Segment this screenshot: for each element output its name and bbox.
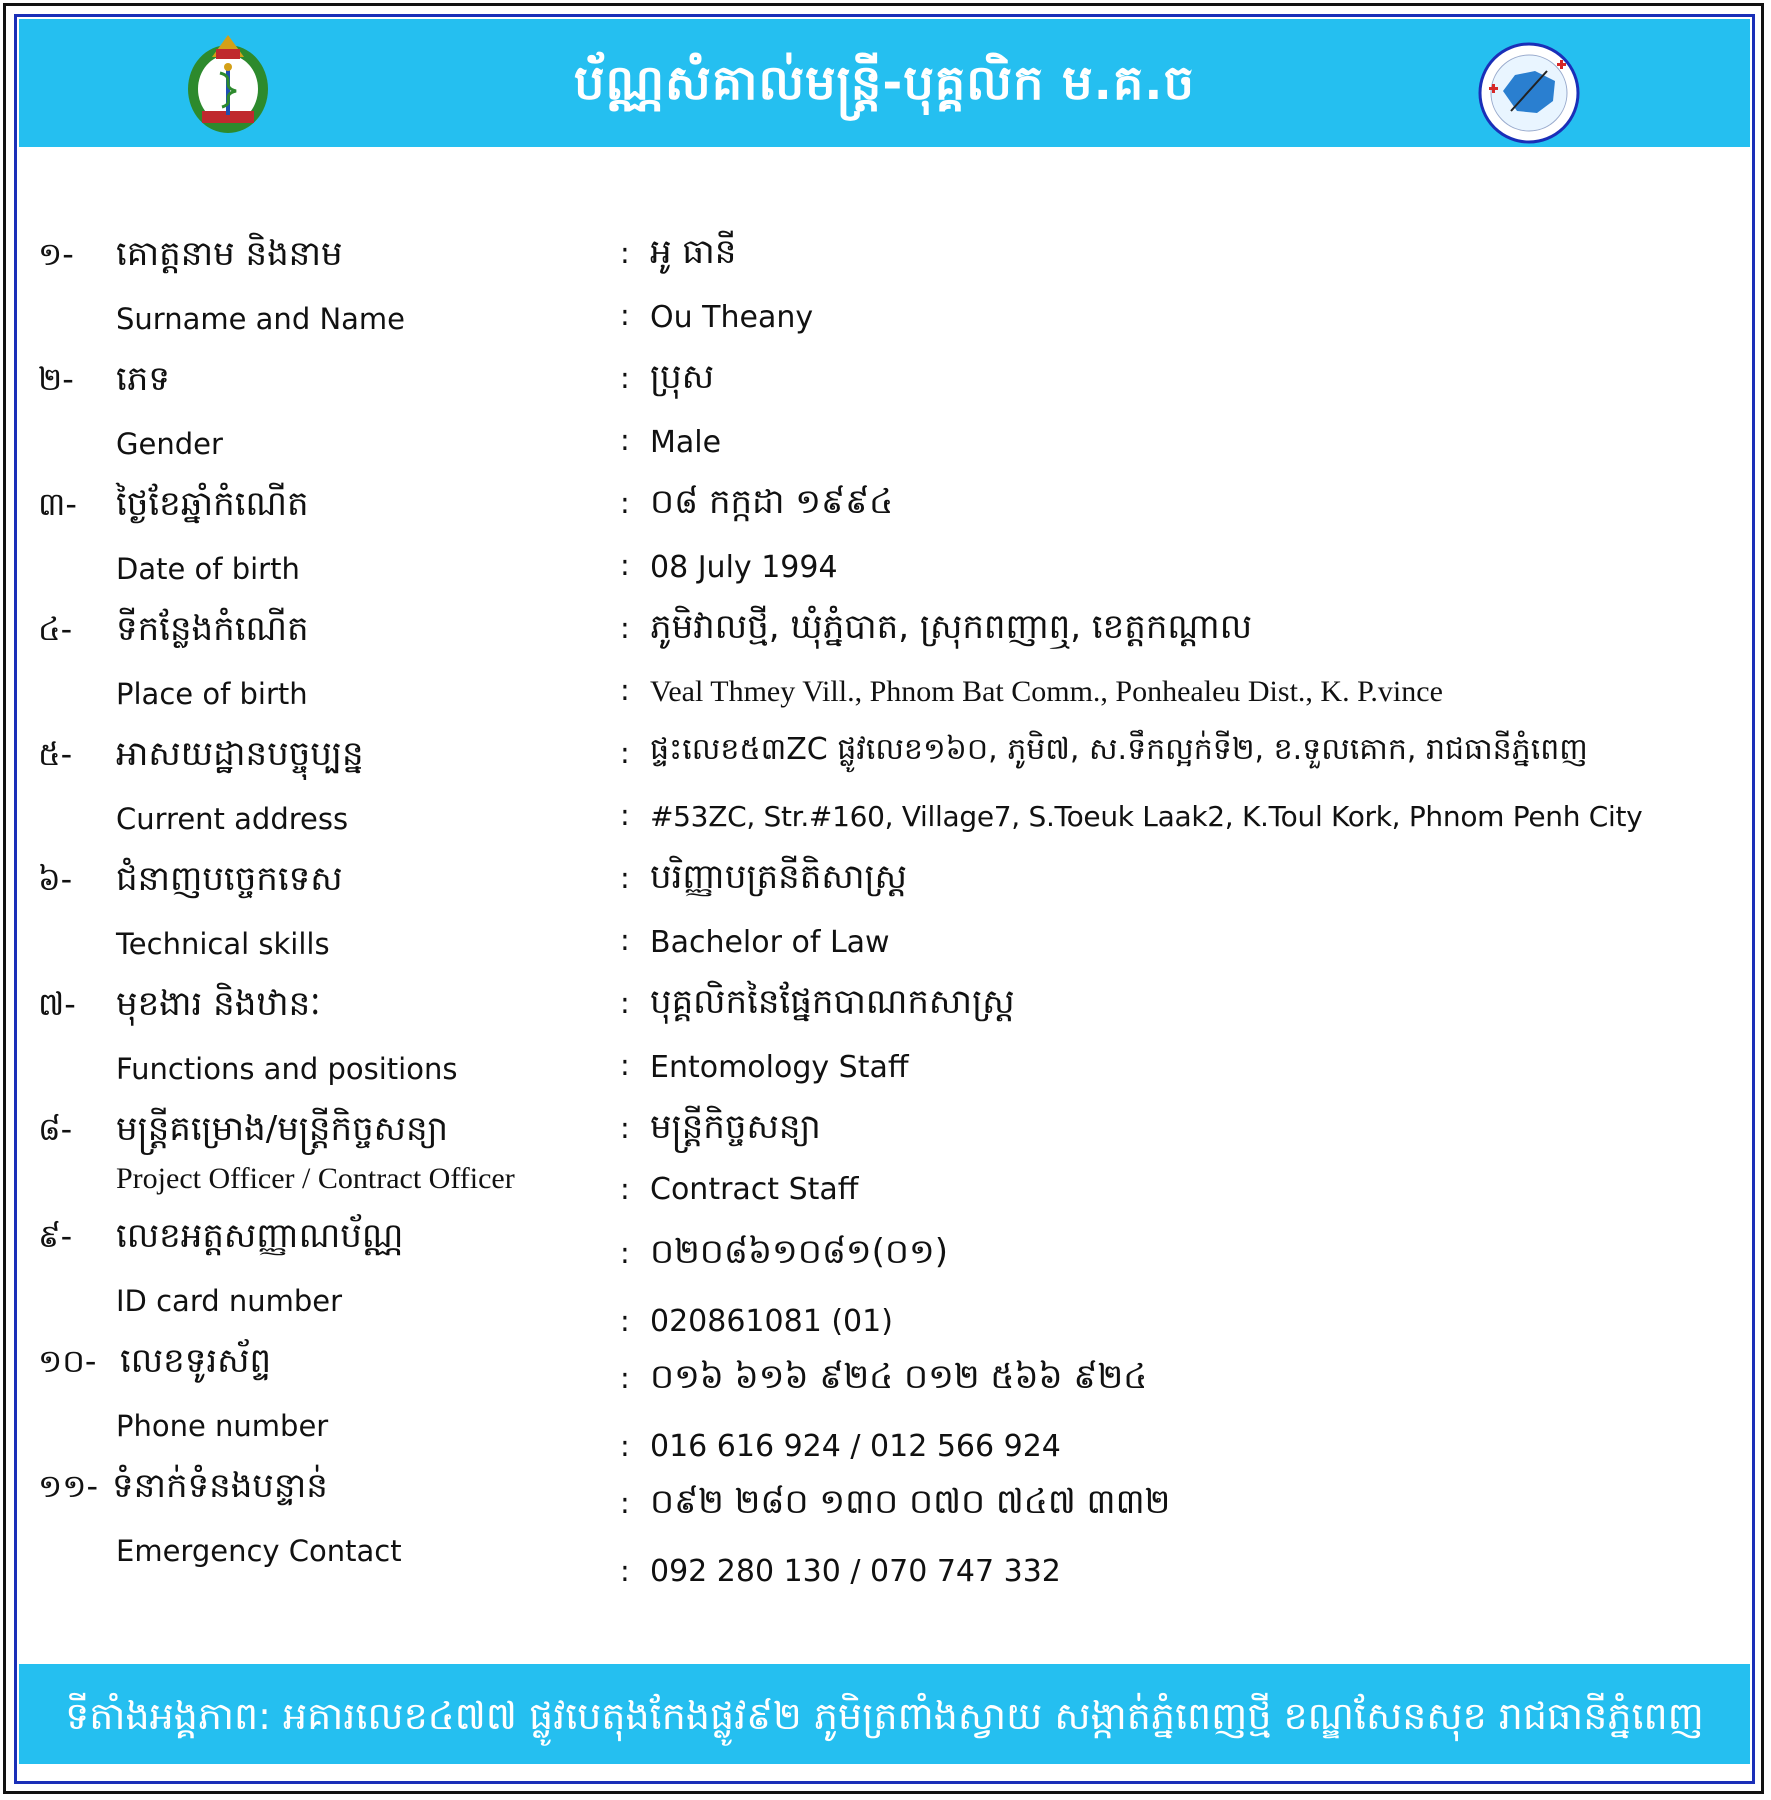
card-header bbox=[19, 19, 1750, 147]
field-number: ១១- bbox=[38, 1467, 98, 1505]
field-row-phone-en bbox=[0, 1395, 1771, 1464]
label-emergency-en: Emergency Contact bbox=[116, 1534, 402, 1568]
label-gender-en: Gender bbox=[116, 427, 223, 461]
colon: : bbox=[620, 236, 630, 270]
colon: : bbox=[620, 548, 630, 582]
cnm-map-logo-icon bbox=[1477, 41, 1581, 145]
colon: : bbox=[620, 798, 630, 832]
colon: : bbox=[620, 923, 630, 957]
label-phone-en: Phone number bbox=[116, 1409, 329, 1443]
field-number: ៤- bbox=[38, 610, 73, 648]
label-surname-name-km: គោត្តនាម និងនាម bbox=[116, 234, 343, 274]
label-gender-km: ភេទ bbox=[116, 359, 170, 399]
field-number: ១០- bbox=[38, 1342, 97, 1380]
colon: : bbox=[620, 1172, 630, 1206]
value-phone-en: 016 616 924 / 012 566 924 bbox=[650, 1429, 1061, 1464]
value-surname-name-km: អូ ធានី bbox=[650, 232, 737, 272]
label-address-km: អាសយដ្ឋានបច្ចុប្បន្ន bbox=[116, 734, 364, 774]
field-number: ៩- bbox=[38, 1217, 73, 1255]
field-number: ៧- bbox=[38, 985, 76, 1023]
value-pob-km: ភូមិវាលថ្មី, ឃុំភ្នំបាត, ស្រុកពញាឮ, ខេត្តកណ្តាល bbox=[650, 607, 1253, 647]
field-row-gender-km bbox=[0, 351, 1771, 407]
value-gender-km: ប្រុស bbox=[650, 357, 715, 397]
label-surname-name-en: Surname and Name bbox=[116, 302, 405, 336]
card-footer bbox=[19, 1664, 1750, 1764]
value-address-en: #53ZC, Str.#160, Village7, S.Toeuk Laak2, K.Toul Kork, Phnom Penh City bbox=[650, 800, 1643, 833]
value-emergency-km: ០៩២ ២៨០ ១៣០ ០៧០ ៧៤៧ ៣៣២ bbox=[650, 1482, 1171, 1522]
card-title: ប័ណ្ណសំគាល់មន្ត្រី-បុគ្គលិក ម.គ.ច bbox=[573, 55, 1196, 111]
value-officer-en: Contract Staff bbox=[650, 1172, 859, 1207]
label-skills-en: Technical skills bbox=[116, 927, 330, 961]
field-row-functions-en bbox=[0, 1038, 1771, 1094]
field-row-functions-km bbox=[0, 976, 1771, 1032]
label-pob-en: Place of birth bbox=[116, 677, 308, 711]
value-skills-en: Bachelor of Law bbox=[650, 925, 890, 960]
colon: : bbox=[620, 736, 630, 770]
label-id-km: លេខអត្តសញ្ញាណប័ណ្ណ bbox=[116, 1216, 404, 1256]
value-id-km: ០២០៨៦១០៨១(០១) bbox=[650, 1232, 948, 1272]
colon: : bbox=[620, 1111, 630, 1145]
field-row-skills-en bbox=[0, 913, 1771, 969]
colon: : bbox=[620, 1304, 630, 1338]
field-number: ៥- bbox=[38, 735, 73, 773]
label-dob-km: ថ្ងៃខែឆ្នាំកំណើត bbox=[116, 484, 309, 524]
field-row-name-km bbox=[0, 226, 1771, 282]
field-row-emergency-km bbox=[0, 1458, 1771, 1522]
colon: : bbox=[620, 1236, 630, 1270]
field-row-gender-en bbox=[0, 413, 1771, 469]
colon: : bbox=[620, 361, 630, 395]
label-address-en: Current address bbox=[116, 802, 349, 836]
colon: : bbox=[620, 611, 630, 645]
label-id-en: ID card number bbox=[116, 1284, 343, 1318]
value-dob-km: ០៨ កក្កដា ១៩៩៤ bbox=[650, 482, 894, 522]
colon: : bbox=[620, 1361, 630, 1395]
label-functions-en: Functions and positions bbox=[116, 1052, 458, 1086]
value-id-en: 020861081 (01) bbox=[650, 1304, 893, 1339]
value-phone-km: ០១៦ ៦១៦ ៩២៤ ០១២ ៥៦៦ ៩២៤ bbox=[650, 1357, 1148, 1397]
field-row-pob-km bbox=[0, 601, 1771, 657]
colon: : bbox=[620, 298, 630, 332]
label-phone-km: លេខទូរស័ព្ទ bbox=[120, 1341, 272, 1381]
value-functions-km: បុគ្គលិកនៃផ្នែកបាណកសាស្ត្រ bbox=[650, 982, 1015, 1022]
field-row-phone-km bbox=[0, 1333, 1771, 1397]
colon: : bbox=[620, 673, 630, 707]
colon: : bbox=[620, 1429, 630, 1463]
value-skills-km: បរិញ្ញាបត្រនីតិសាស្ត្រ bbox=[650, 857, 907, 897]
value-pob-en: Veal Thmey Vill., Phnom Bat Comm., Ponhealeu Dist., K. P.vince bbox=[650, 675, 1443, 708]
field-number: ២- bbox=[38, 360, 74, 398]
field-row-pob-en bbox=[0, 663, 1771, 719]
value-address-km: ផ្ទះលេខ៥៣ZC ផ្លូវលេខ១៦០, ភូមិ៧, ស.ទឹកល្អក់ទី២, ខ.ទួលគោក, រាជធានីភ្នំពេញ bbox=[650, 732, 1588, 767]
field-number: ៨- bbox=[38, 1110, 73, 1148]
value-emergency-en: 092 280 130 / 070 747 332 bbox=[650, 1554, 1061, 1589]
field-number: ១- bbox=[38, 235, 74, 273]
field-row-id-en bbox=[0, 1270, 1771, 1339]
value-gender-en: Male bbox=[650, 425, 722, 460]
office-location-text: ទីតាំងអង្គភាព: អគារលេខ៤៧៧ ផ្លូវបេតុងកែងផ្លូវ៩២ ភូមិត្រពាំងស្វាយ សង្កាត់ភ្នំពេញថ្មី ខណ្ឌសែនសុខ រាជធានីភ្នំពេញ bbox=[65, 1694, 1704, 1738]
field-number: ៦- bbox=[38, 860, 73, 898]
field-row-dob-en bbox=[0, 538, 1771, 594]
field-row-name-en bbox=[0, 288, 1771, 344]
field-row-id-km bbox=[0, 1208, 1771, 1272]
label-skills-km: ជំនាញបច្ចេកទេស bbox=[116, 859, 343, 899]
field-row-officer-km bbox=[0, 1101, 1771, 1157]
value-officer-km: មន្ត្រីកិច្ចសន្យា bbox=[650, 1107, 821, 1147]
field-row-address-km bbox=[0, 726, 1771, 782]
field-number: ៣- bbox=[38, 485, 77, 523]
value-surname-name-en: Ou Theany bbox=[650, 300, 814, 335]
colon: : bbox=[620, 1048, 630, 1082]
colon: : bbox=[620, 1486, 630, 1520]
colon: : bbox=[620, 486, 630, 520]
colon: : bbox=[620, 423, 630, 457]
label-pob-km: ទីកន្លែងកំណើត bbox=[116, 609, 309, 649]
field-row-dob-km bbox=[0, 476, 1771, 532]
label-functions-km: មុខងារ និងឋានៈ bbox=[116, 984, 321, 1024]
field-row-skills-km bbox=[0, 851, 1771, 907]
colon: : bbox=[620, 861, 630, 895]
value-dob-en: 08 July 1994 bbox=[650, 550, 838, 585]
label-officer-en: Project Officer / Contract Officer bbox=[116, 1162, 515, 1195]
field-row-emergency-en bbox=[0, 1520, 1771, 1589]
value-functions-en: Entomology Staff bbox=[650, 1050, 909, 1085]
field-row-address-en bbox=[0, 788, 1771, 844]
label-emergency-km: ទំនាក់ទំនងបន្ទាន់ bbox=[112, 1466, 328, 1506]
label-officer-km: មន្ត្រីគម្រោង/មន្ត្រីកិច្ចសន្យា bbox=[116, 1109, 449, 1149]
colon: : bbox=[620, 1554, 630, 1588]
label-dob-en: Date of birth bbox=[116, 552, 300, 586]
colon: : bbox=[620, 986, 630, 1020]
